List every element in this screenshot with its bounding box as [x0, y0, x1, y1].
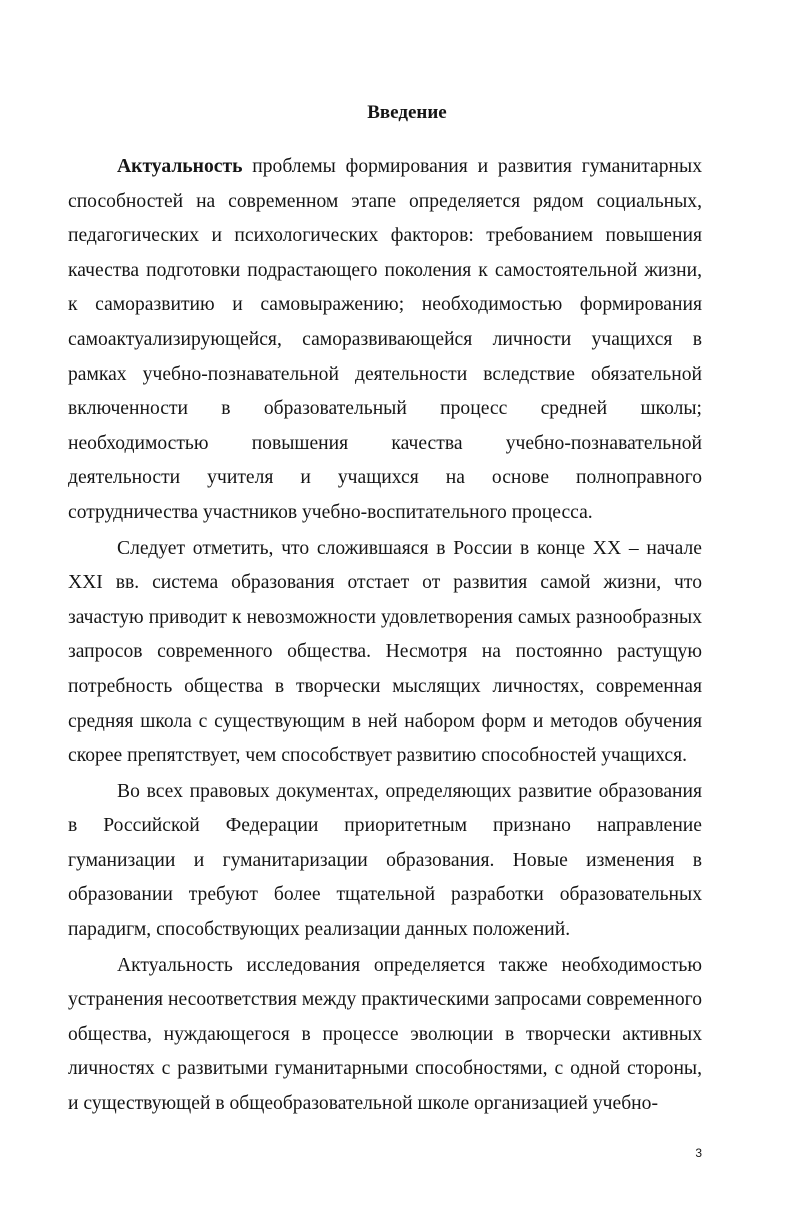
paragraph-1-lead: Актуальность [117, 156, 243, 177]
page-title: Введение [367, 102, 447, 123]
paragraph-4: Актуальность исследования определяется также необходимостью устранения несоответствия между практическими запросами современного общества, нуждающегося в процессе эволюции в творчески активных личностях с развитыми гуманитарными способностями, с одной стороны, и существующей в общеобразовательной школе организацией учебно- [68, 954, 702, 1115]
body-text [68, 150, 702, 1123]
page-number: 3 [695, 1146, 702, 1160]
paragraph-3: Во всех правовых документах, определяющих развитие образования в Российской Федерации приоритетным признано направление гуманизации и гуманитаризации образования. Новые изменения в образовании требуют более тщательной разработки образовательных парадигм, способствующих реализации данных положений. [68, 780, 702, 941]
paragraph-1-text: проблемы формирования и развития гуманитарных способностей на современном этапе определяется рядом социальных, педагогических и психологических факторов: требованием повышения качества подготовки подрастающего поколения к самостоятельной жизни, к саморазвитию и самовыражению; необходимостью формирования самоактуализирующейся, саморазвивающейся личности учащихся в рамках учебно-познавательной деятельности вследствие обязательной включенности в образовательный процесс средней школы; необходимостью повышения качества учебно-познавательной деятельности учителя и учащихся на основе полноправного сотрудничества участников учебно-воспитательного процесса. [68, 156, 702, 523]
paragraph-2: Следует отметить, что сложившаяся в России в конце XX – начале XXI вв. система образования отстает от развития самой жизни, что зачастую приводит к невозможности удовлетворения самых разнообразных запросов современного общества. Несмотря на постоянно растущую потребность общества в творчески мыслящих личностях, современная средняя школа с существующим в ней набором форм и методов обучения скорее препятствует, чем способствует развитию способностей учащихся. [68, 537, 702, 767]
paragraph-1 [68, 150, 702, 531]
